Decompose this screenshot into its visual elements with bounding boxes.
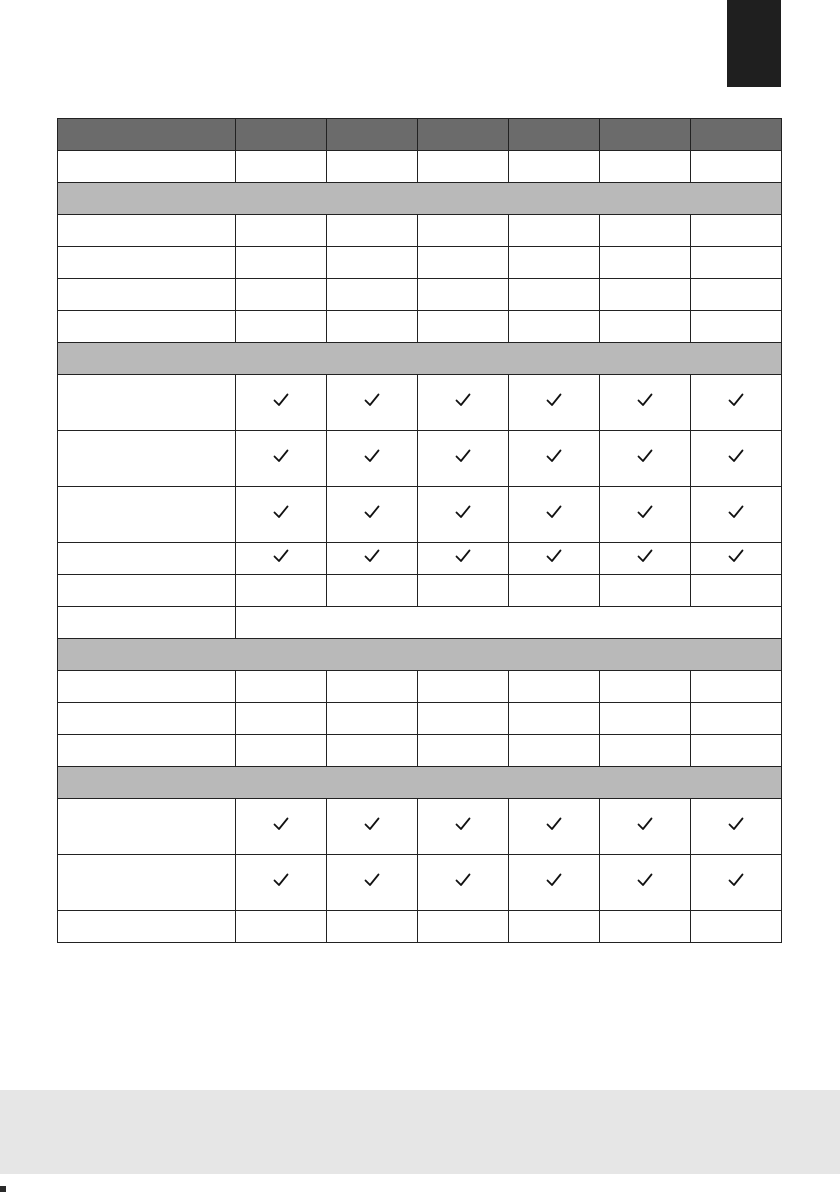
table-row (58, 375, 782, 431)
checkmark-icon (546, 449, 562, 463)
table-row (58, 215, 782, 247)
value-cell (327, 215, 418, 247)
value-cell (691, 247, 782, 279)
value-cell (691, 799, 782, 855)
value-cell (418, 279, 509, 311)
checkmark-icon (637, 817, 653, 831)
table-header-row (58, 119, 782, 151)
value-cell (236, 215, 327, 247)
checkmark-icon (273, 817, 289, 831)
checkmark-icon (728, 393, 744, 407)
value-cell (418, 799, 509, 855)
checkmark-icon (546, 393, 562, 407)
value-cell (236, 855, 327, 911)
value-cell (418, 431, 509, 487)
value-cell (691, 703, 782, 735)
value-cell (600, 799, 691, 855)
checkmark-icon (455, 549, 471, 563)
table-row (58, 487, 782, 543)
checkmark-icon (728, 549, 744, 563)
checkmark-icon (637, 449, 653, 463)
section-cell (58, 639, 782, 671)
value-cell (600, 311, 691, 343)
value-cell (236, 279, 327, 311)
table-section-row (58, 639, 782, 671)
table-row (58, 735, 782, 767)
specification-table (57, 118, 782, 943)
value-cell (600, 375, 691, 431)
value-cell (418, 671, 509, 703)
value-cell (509, 431, 600, 487)
checkmark-icon (455, 817, 471, 831)
checkmark-icon (637, 549, 653, 563)
value-cell (327, 151, 418, 183)
value-cell (236, 431, 327, 487)
header-model-cell (236, 119, 327, 151)
value-cell (600, 151, 691, 183)
value-cell (509, 311, 600, 343)
merged-value-cell (236, 607, 782, 639)
checkmark-icon (455, 393, 471, 407)
value-cell (509, 703, 600, 735)
row-label-cell (58, 735, 236, 767)
table-row (58, 311, 782, 343)
value-cell (691, 151, 782, 183)
page-corner-mark (0, 1186, 6, 1192)
value-cell (691, 375, 782, 431)
value-cell (236, 575, 327, 607)
value-cell (327, 543, 418, 575)
value-cell (600, 247, 691, 279)
row-label-cell (58, 911, 236, 943)
value-cell (327, 911, 418, 943)
row-label-cell (58, 575, 236, 607)
table-row (58, 575, 782, 607)
checkmark-icon (455, 449, 471, 463)
value-cell (509, 215, 600, 247)
checkmark-icon (273, 393, 289, 407)
value-cell (236, 703, 327, 735)
value-cell (691, 487, 782, 543)
value-cell (327, 855, 418, 911)
table-section-row (58, 343, 782, 375)
row-label-cell (58, 671, 236, 703)
value-cell (600, 671, 691, 703)
value-cell (418, 215, 509, 247)
value-cell (236, 543, 327, 575)
table-section-row (58, 767, 782, 799)
checkmark-icon (364, 549, 380, 563)
section-cell (58, 343, 782, 375)
checkmark-icon (364, 393, 380, 407)
table-row (58, 543, 782, 575)
table-row (58, 799, 782, 855)
value-cell (600, 543, 691, 575)
value-cell (418, 487, 509, 543)
row-label-cell (58, 703, 236, 735)
checkmark-icon (728, 449, 744, 463)
checkmark-icon (273, 549, 289, 563)
row-label-cell (58, 607, 236, 639)
checkmark-icon (546, 549, 562, 563)
value-cell (600, 575, 691, 607)
value-cell (418, 735, 509, 767)
row-label-cell (58, 279, 236, 311)
value-cell (418, 247, 509, 279)
value-cell (236, 311, 327, 343)
table-row (58, 279, 782, 311)
value-cell (509, 279, 600, 311)
header-model-cell (691, 119, 782, 151)
value-cell (509, 487, 600, 543)
value-cell (600, 215, 691, 247)
row-label-cell (58, 215, 236, 247)
value-cell (236, 671, 327, 703)
header-model-cell (600, 119, 691, 151)
value-cell (418, 543, 509, 575)
value-cell (327, 487, 418, 543)
header-model-cell (509, 119, 600, 151)
table-row (58, 247, 782, 279)
table-row (58, 151, 782, 183)
checkmark-icon (364, 505, 380, 519)
value-cell (418, 311, 509, 343)
checkmark-icon (455, 873, 471, 887)
value-cell (327, 247, 418, 279)
table-row (58, 671, 782, 703)
header-model-cell (327, 119, 418, 151)
checkmark-icon (273, 449, 289, 463)
value-cell (418, 151, 509, 183)
value-cell (600, 855, 691, 911)
value-cell (418, 575, 509, 607)
value-cell (600, 487, 691, 543)
value-cell (691, 735, 782, 767)
row-label-cell (58, 247, 236, 279)
value-cell (236, 151, 327, 183)
value-cell (509, 855, 600, 911)
table-row (58, 703, 782, 735)
row-label-cell (58, 543, 236, 575)
checkmark-icon (637, 393, 653, 407)
checkmark-icon (546, 817, 562, 831)
checkmark-icon (637, 873, 653, 887)
value-cell (691, 215, 782, 247)
value-cell (509, 735, 600, 767)
value-cell (327, 431, 418, 487)
value-cell (327, 735, 418, 767)
checkmark-icon (637, 505, 653, 519)
row-label-cell (58, 311, 236, 343)
value-cell (509, 911, 600, 943)
checkmark-icon (364, 449, 380, 463)
value-cell (418, 911, 509, 943)
value-cell (327, 575, 418, 607)
value-cell (327, 799, 418, 855)
row-label-cell (58, 431, 236, 487)
value-cell (691, 431, 782, 487)
value-cell (509, 575, 600, 607)
value-cell (509, 375, 600, 431)
table-row (58, 911, 782, 943)
value-cell (509, 247, 600, 279)
checkmark-icon (273, 505, 289, 519)
value-cell (691, 671, 782, 703)
value-cell (236, 487, 327, 543)
row-label-cell (58, 151, 236, 183)
value-cell (236, 247, 327, 279)
value-cell (600, 911, 691, 943)
value-cell (327, 671, 418, 703)
value-cell (509, 151, 600, 183)
header-label-cell (58, 119, 236, 151)
row-label-cell (58, 799, 236, 855)
value-cell (327, 703, 418, 735)
value-cell (327, 311, 418, 343)
value-cell (236, 911, 327, 943)
value-cell (600, 703, 691, 735)
value-cell (327, 375, 418, 431)
value-cell (691, 543, 782, 575)
value-cell (418, 703, 509, 735)
value-cell (691, 855, 782, 911)
value-cell (418, 855, 509, 911)
row-label-cell (58, 855, 236, 911)
value-cell (509, 671, 600, 703)
value-cell (509, 543, 600, 575)
checkmark-icon (273, 873, 289, 887)
checkmark-icon (728, 817, 744, 831)
header-model-cell (418, 119, 509, 151)
row-label-cell (58, 375, 236, 431)
value-cell (236, 375, 327, 431)
footer-band (0, 1090, 840, 1174)
checkmark-icon (546, 873, 562, 887)
value-cell (600, 431, 691, 487)
table-section-row (58, 183, 782, 215)
checkmark-icon (728, 505, 744, 519)
row-label-cell (58, 487, 236, 543)
value-cell (600, 735, 691, 767)
value-cell (236, 735, 327, 767)
checkmark-icon (364, 873, 380, 887)
table-row (58, 607, 782, 639)
value-cell (236, 799, 327, 855)
table-row (58, 431, 782, 487)
specification-table-body (58, 119, 782, 943)
chapter-tab-marker (727, 0, 781, 87)
checkmark-icon (728, 873, 744, 887)
value-cell (691, 279, 782, 311)
value-cell (600, 279, 691, 311)
section-cell (58, 767, 782, 799)
checkmark-icon (364, 817, 380, 831)
value-cell (418, 375, 509, 431)
value-cell (691, 911, 782, 943)
checkmark-icon (455, 505, 471, 519)
value-cell (509, 799, 600, 855)
section-cell (58, 183, 782, 215)
value-cell (691, 575, 782, 607)
table-row (58, 855, 782, 911)
value-cell (327, 279, 418, 311)
checkmark-icon (546, 505, 562, 519)
value-cell (691, 311, 782, 343)
